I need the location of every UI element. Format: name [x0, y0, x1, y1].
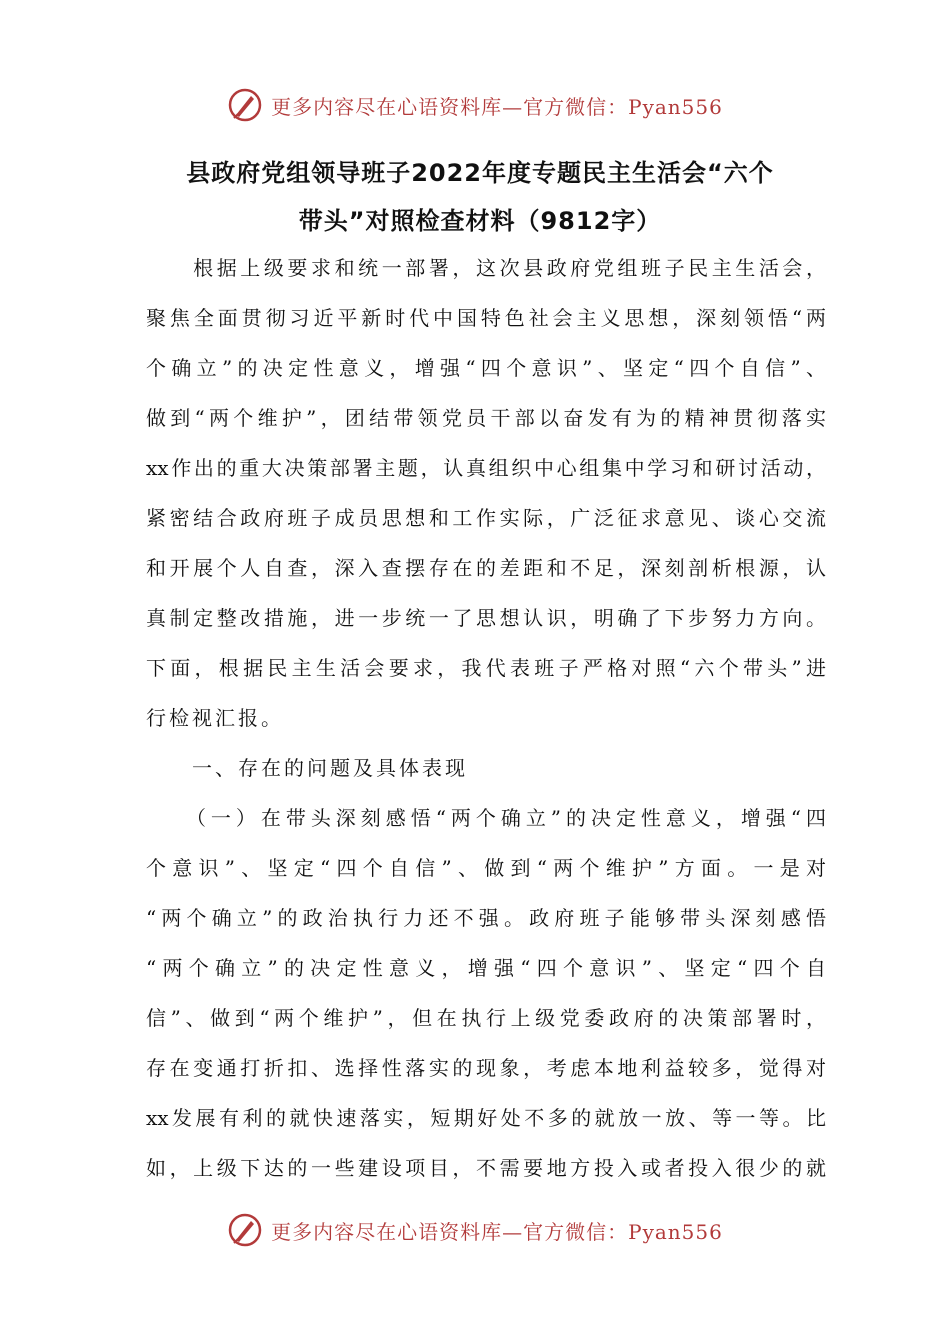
- body-line: 和开展个人自查，深入查摆存在的差距和不足，深刻剖析根源，认: [146, 556, 826, 580]
- body-line: 个确立”的决定性意义，增强“四个意识”、坚定“四个自信”、: [146, 356, 826, 380]
- body-line: 行检视汇报。: [146, 706, 284, 730]
- body-line: 紧密结合政府班子成员思想和工作实际，广泛征求意见、谈心交流: [146, 506, 826, 530]
- body-line: 聚焦全面贯彻习近平新时代中国特色社会主义思想，深刻领悟“两: [146, 306, 826, 330]
- body-line: 存在变通打折扣、选择性落实的现象，考虑本地利益较多，觉得对: [146, 1056, 826, 1080]
- header-banner: [0, 80, 950, 130]
- body-line: 做到“两个维护”，团结带领党员干部以奋发有为的精神贯彻落实: [146, 406, 826, 430]
- body-line: “两个确立”的决定性意义，增强“四个意识”、坚定“四个自: [146, 956, 826, 980]
- body-line: xx作出的重大决策部署主题，认真组织中心组集中学习和研讨活动，: [146, 456, 826, 480]
- body-line: 真制定整改措施，进一步统一了思想认识，明确了下步努力方向。: [146, 606, 826, 630]
- body-line: xx发展有利的就快速落实，短期好处不多的就放一放、等一等。比: [146, 1106, 826, 1130]
- document-title-line-1: 县政府党组领导班子2022年度专题民主生活会“六个: [186, 159, 774, 187]
- quill-pen-logo-icon: [227, 1212, 263, 1248]
- body-line: 个意识”、坚定“四个自信”、做到“两个维护”方面。一是对: [146, 856, 826, 880]
- section-heading: 一、存在的问题及具体表现: [146, 756, 468, 780]
- body-line: 下面，根据民主生活会要求，我代表班子严格对照“六个带头”进: [146, 656, 826, 680]
- body-line: 如，上级下达的一些建设项目，不需要地方投入或者投入很少的就: [146, 1156, 826, 1180]
- quill-pen-logo-icon: [227, 87, 263, 123]
- banner-text: 更多内容尽在心语资料库—官方微信：Pyan556: [271, 94, 723, 119]
- body-line: 根据上级要求和统一部署，这次县政府党组班子民主生活会，: [146, 256, 826, 280]
- body-line: （一）在带头深刻感悟“两个确立”的决定性意义，增强“四: [146, 806, 826, 830]
- footer-banner: [0, 1205, 950, 1255]
- banner-text: 更多内容尽在心语资料库—官方微信：Pyan556: [271, 1219, 723, 1244]
- document-title-line-2: 带头”对照检查材料（9812字）: [298, 207, 662, 235]
- body-line: “两个确立”的政治执行力还不强。政府班子能够带头深刻感悟: [146, 906, 826, 930]
- body-line: 信”、做到“两个维护”，但在执行上级党委政府的决策部署时，: [146, 1006, 826, 1030]
